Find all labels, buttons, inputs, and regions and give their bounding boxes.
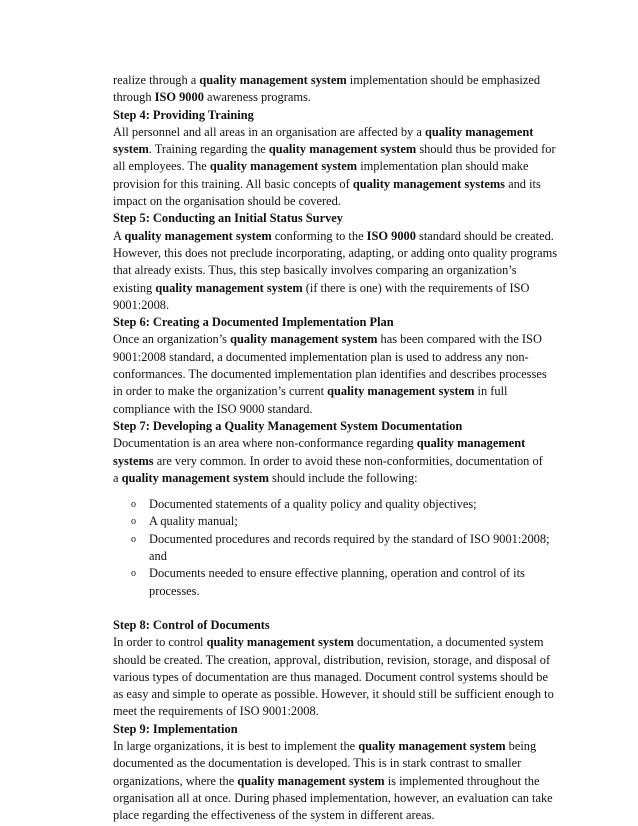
list-item: o Documents needed to ensure effective planning, operation and control of its processes. [131, 566, 525, 598]
list-item: o Documented statements of a quality policy and quality objectives; [113, 496, 563, 513]
text-line: through ISO 9000 awareness programs. [113, 90, 311, 105]
step6-heading: Step 6: Creating a Documented Implementation Plan [113, 315, 394, 330]
step4-paragraph: All personnel and all areas in an organisation are affected by a quality management system. Training regarding the quality management system should thus be provided for all employees. The quality management system implementation plan should make provision for this training. All basic concepts of quality management systems and its impact on the organisation should be covered. [113, 124, 556, 209]
bullet-marker: o [131, 516, 136, 528]
step8-paragraph: In order to control quality management system documentation, a documented system should be created. The creation, approval, distribution, revision, storage, and disposal of various types of documentation are thus managed. Document control systems should be as easy and simple to operate as possible. However, it should still be sufficient enough to meet the requirements of ISO 9001:2008. [113, 635, 554, 719]
step9-heading: Step 9: Implementation [113, 721, 238, 736]
step5-heading: Step 5: Conducting an Initial Status Survey [113, 211, 343, 226]
step7-heading: Step 7: Developing a Quality Management System Documentation [113, 418, 463, 433]
text-line: realize through a quality management system implementation should be emphasized [113, 73, 541, 87]
bullet-marker: o [131, 568, 136, 580]
list-item: o A quality manual; [113, 513, 563, 530]
document-page [113, 72, 563, 824]
step7-paragraph: Documentation is an area where non-conformance regarding quality management systems are very common. In order to avoid these non-conformities, documentation of a quality management system should include the following: [113, 436, 543, 485]
continuation-paragraph [113, 72, 563, 107]
step4-heading: Step 4: Providing Training [113, 107, 254, 122]
step6-paragraph: Once an organization’s quality management system has been compared with the ISO 9001:2008 standard, a documented implementation plan is used to address any non- conformances. The documented implementation plan identifies and describes processes in order to make the organization’s current quality management system in full compliance with the ISO 9000 standard. [113, 332, 547, 416]
bullet-marker: o [131, 533, 136, 545]
step9-paragraph: In large organizations, it is best to implement the quality management system being documented as the documentation is developed. This is in stark contrast to smaller organizations, where the quality management system is implemented throughout the organisation all at once. During phased implementation, however, an evaluation can take place regarding the effectiveness of the system in different areas. [113, 738, 553, 823]
list-item: o Documented procedures and records required by the standard of ISO 9001:2008; and [131, 531, 550, 564]
step5-paragraph: A quality management system conforming to the ISO 9000 standard should be created. However, this does not preclude incorporating, adapting, or adding onto quality programs that already exists. Thus, this step basically involves comparing an organization’s existing quality management system (if there is one) with the requirements of ISO 9001:2008. [113, 228, 558, 312]
step8-heading: Step 8: Control of Documents [113, 617, 270, 632]
spacer [113, 600, 563, 617]
bullet-marker: o [131, 499, 136, 511]
step7-bullet-list [113, 496, 563, 600]
